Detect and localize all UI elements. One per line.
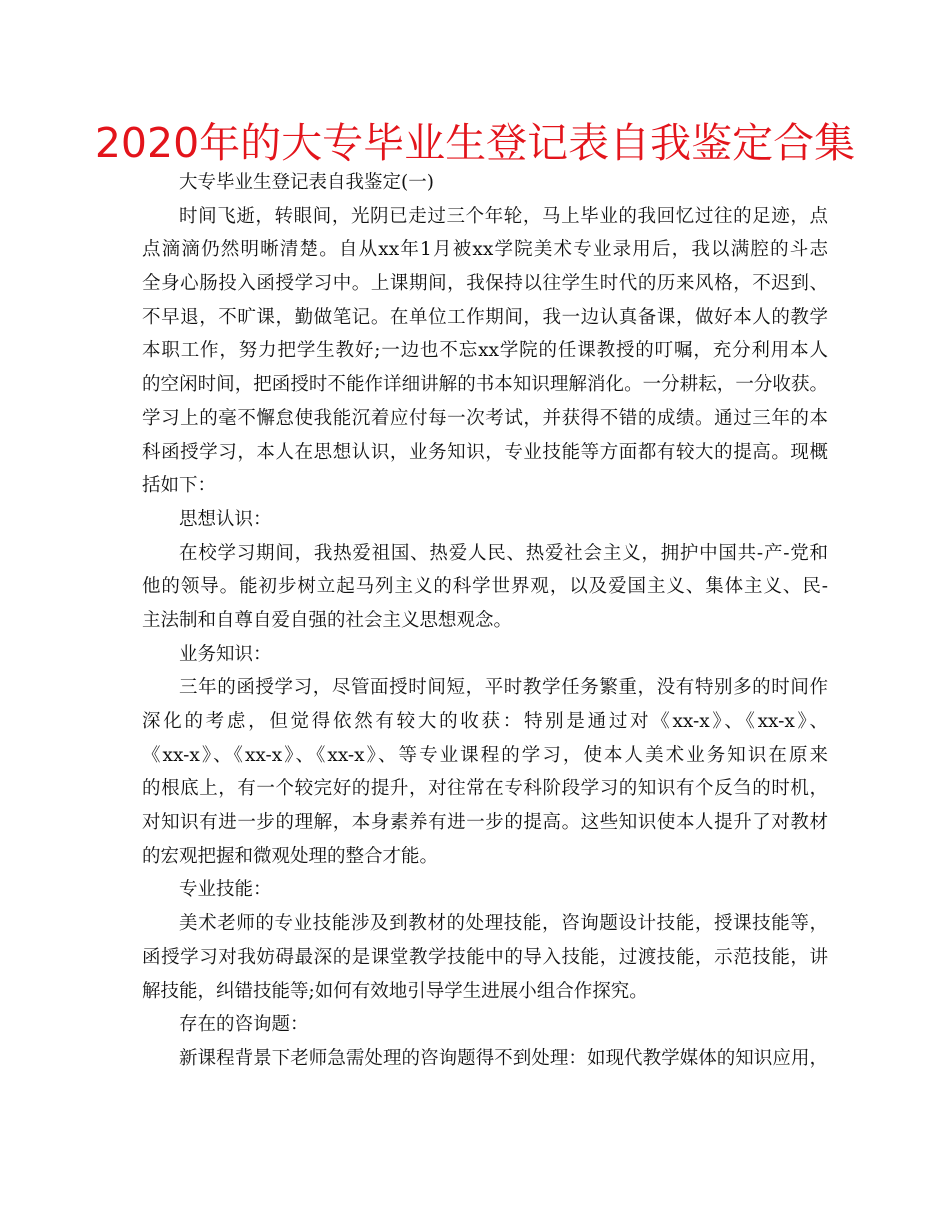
- paragraph-line: 对知识有进一步的理解，本身素养有进一步的提高。这些知识使本人提升了对教材: [142, 812, 828, 834]
- paragraph-line: 新课程背景下老师急需处理的咨询题得不到处理：如现代教学媒体的知识应用，: [179, 1047, 828, 1069]
- paragraph-line: 学习上的毫不懈怠使我能沉着应付每一次考试，并获得不错的成绩。通过三年的本: [142, 407, 828, 429]
- paragraph-line: 时间飞逝，转眼间，光阴已走过三个年轮，马上毕业的我回忆过往的足迹，点: [179, 205, 828, 227]
- paragraph-line: 在校学习期间，我热爱祖国、热爱人民、热爱社会主义，拥护中国共-产-党和: [179, 542, 828, 564]
- paragraph-line: 主法制和自尊自爱自强的社会主义思想观念。: [142, 609, 513, 631]
- paragraph-line: 全身心肠投入函授学习中。上课期间，我保持以往学生时代的历来风格，不迟到、: [142, 273, 828, 295]
- paragraph-line: 括如下：: [142, 475, 217, 497]
- paragraph-line: 点滴滴仍然明晰清楚。自从xx年1月被xx学院美术专业录用后，我以满腔的斗志: [142, 239, 828, 261]
- paragraph-line: 他的领导。能初步树立起马列主义的科学世界观，以及爱国主义、集体主义、民-: [142, 576, 828, 598]
- paragraph-line: 不早退，不旷课，勤做笔记。在单位工作期间，我一边认真备课，做好本人的教学: [142, 306, 828, 328]
- paragraph-line: 科函授学习，本人在思想认识，业务知识，专业技能等方面都有较大的提高。现概: [142, 441, 828, 463]
- document-title: 2020年的大专毕业生登记表自我鉴定合集: [94, 119, 856, 167]
- paragraph-line: 函授学习对我妨碍最深的是课堂教学技能中的导入技能，过渡技能，示范技能，讲: [142, 946, 828, 968]
- paragraph-line: 的空闲时间，把函授时不能作详细讲解的书本知识理解消化。一分耕耘，一分收获。: [142, 374, 828, 396]
- paragraph-line: 《xx-x》、《xx-x》、《xx-x》、等专业课程的学习，使本人美术业务知识在原来: [142, 744, 828, 766]
- paragraph-line: 的根底上，有一个较完好的提升，对往常在专科阶段学习的知识有个反刍的时机，: [142, 778, 828, 800]
- paragraph-line: 本职工作，努力把学生教好;一边也不忘xx学院的任课教授的叮嘱，充分利用本人: [142, 340, 828, 362]
- section-heading: 专业技能：: [179, 879, 272, 901]
- section-heading: 存在的咨询题：: [179, 1014, 309, 1036]
- paragraph-line: 深化的考虑，但觉得依然有较大的收获：特别是通过对《xx-x》、《xx-x》、: [142, 711, 828, 732]
- paragraph-line: 的宏观把握和微观处理的整合才能。: [142, 845, 439, 867]
- section-heading: 思想认识：: [179, 508, 272, 530]
- section-heading: 业务知识：: [179, 643, 272, 665]
- paragraph-line: 解技能，纠错技能等;如何有效地引导学生进展小组合作探究。: [142, 980, 648, 1002]
- section-heading: 大专毕业生登记表自我鉴定(一): [179, 172, 434, 193]
- document-body: [142, 166, 828, 1076]
- paragraph-line: 三年的函授学习，尽管面授时间短，平时教学任务繁重，没有特别多的时间作: [179, 677, 828, 699]
- paragraph-line: 美术老师的专业技能涉及到教材的处理技能，咨询题设计技能，授课技能等，: [179, 913, 828, 935]
